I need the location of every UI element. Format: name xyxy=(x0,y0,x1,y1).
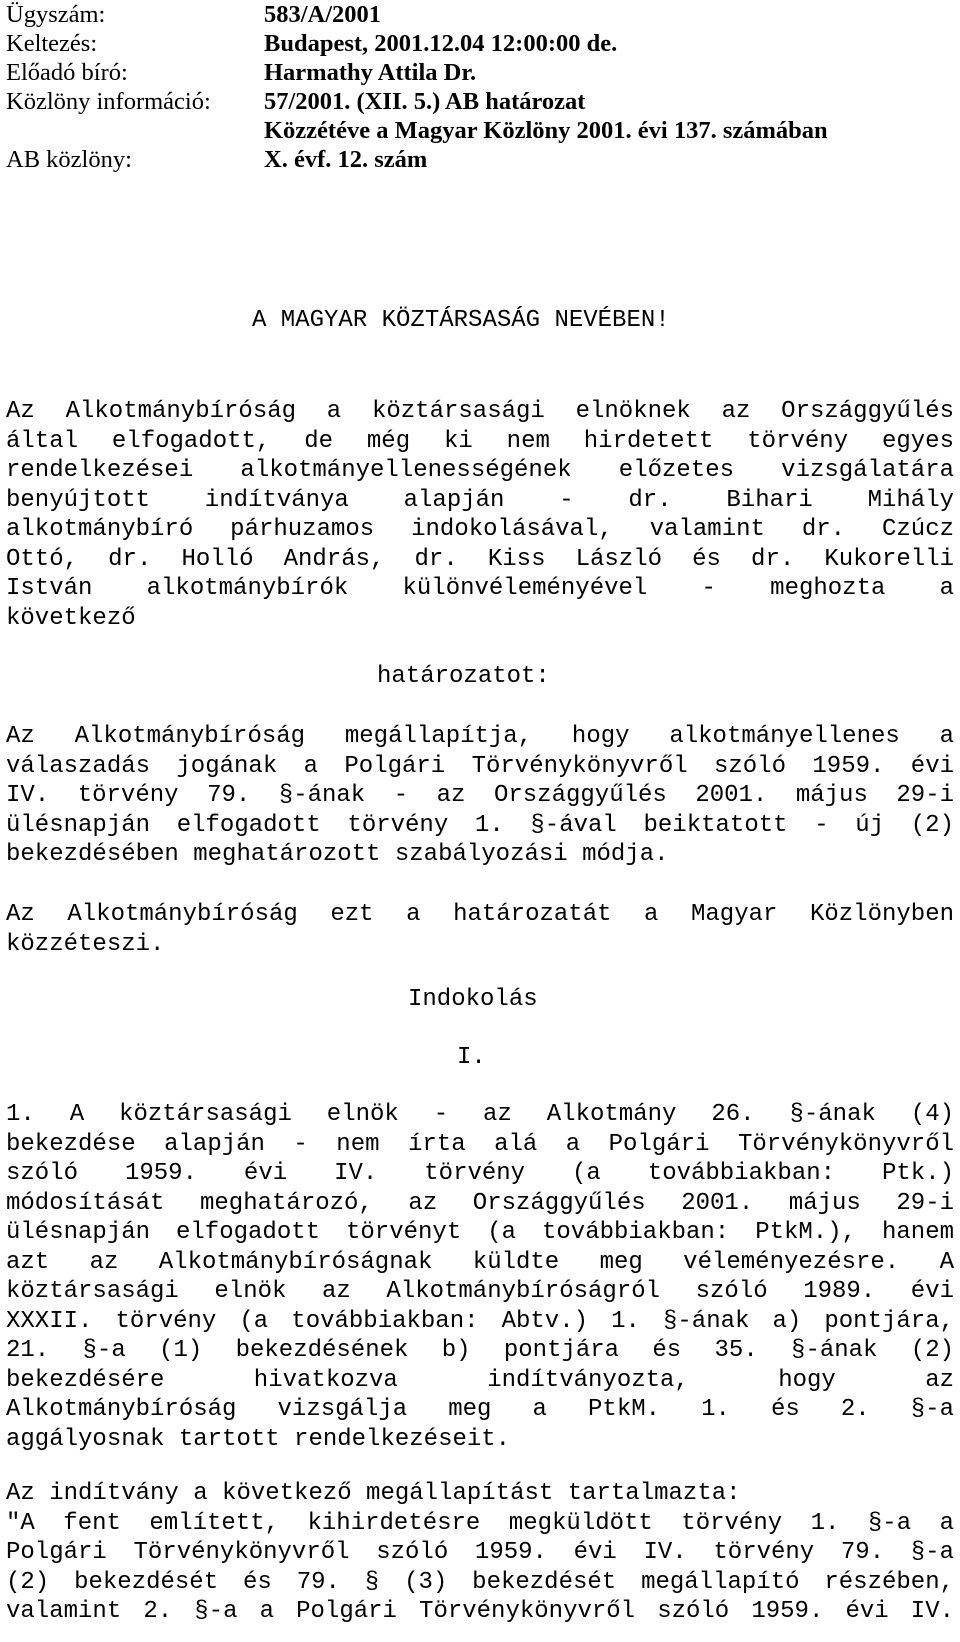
reasoning-heading: Indokolás xyxy=(408,986,538,1013)
intro-line: által elfogadott, de még ki nem hirdetett törvény egyes xyxy=(6,427,954,455)
publication-paragraph xyxy=(6,900,954,959)
document-title: A MAGYAR KÖZTÁRSASÁG NEVÉBEN! xyxy=(252,307,670,334)
intro-line: István alkotmánybírók különvéleményével - meghozta a xyxy=(6,575,954,602)
publication-line: közzéteszi. xyxy=(6,930,165,958)
case-number-label: Ügyszám: xyxy=(6,1,106,28)
intro-line: Az Alkotmánybíróság a köztársasági elnöknek az Országgyűlés xyxy=(6,398,954,425)
ab-gazette-label: AB közlöny: xyxy=(6,146,132,173)
reasoning-line: Az indítvány a következő megállapítást tartalmazta: xyxy=(6,1480,741,1507)
reasoning-line: 1. A köztársasági elnök - az Alkotmány 26. §-ának (4) xyxy=(6,1101,954,1128)
gazette-info-value: 57/2001. (XII. 5.) AB határozat xyxy=(264,88,586,115)
reasoning-line: köztársasági elnök az Alkotmánybíróságról szóló 1989. évi xyxy=(6,1278,954,1305)
reasoning-line: Polgári Törvénykönyvről szóló 1959. évi IV. törvény 79. §-a xyxy=(6,1539,954,1566)
date-label: Keltezés: xyxy=(6,30,98,57)
gazette-info-label: Közlöny információ: xyxy=(6,88,211,115)
ruling-line: Az Alkotmánybíróság megállapítja, hogy alkotmányellenes a xyxy=(6,723,954,750)
reasoning-line: aggályosnak tartott rendelkezéseit. xyxy=(6,1425,511,1453)
gazette-publication-value: Közzétéve a Magyar Közlöny 2001. évi 137. számában xyxy=(264,117,828,144)
reasoning-line: Alkotmánybíróság vizsgálja meg a PtkM. 1. és 2. §-a xyxy=(6,1396,954,1423)
reasoning-line: bekezdése alapján - nem írta alá a Polgári Törvénykönyvről xyxy=(6,1130,954,1158)
ruling-line: bekezdésében meghatározott szabályozási módja. xyxy=(6,841,669,868)
reasoning-line: ülésnapján elfogadott törvényt (a továbbiakban: PtkM.), hanem xyxy=(6,1219,954,1246)
publication-line: Az Alkotmánybíróság ezt a határozatát a Magyar Közlönyben xyxy=(6,901,954,928)
reasoning-line: módosítását meghatározó, az Országgyűlés 2001. május 29-i xyxy=(6,1189,954,1217)
intro-line: következő xyxy=(6,604,136,632)
intro-line: alkotmánybíró párhuzamos indokolásával, valamint dr. Czúcz xyxy=(6,516,954,543)
intro-line: rendelkezései alkotmányellenességének előzetes vizsgálatára xyxy=(6,457,954,484)
reasoning-line: bekezdésére hivatkozva indítványozta, hogy az xyxy=(6,1366,954,1394)
reasoning-line: szóló 1959. évi IV. törvény (a továbbiakban: Ptk.) xyxy=(6,1160,954,1187)
date-value: Budapest, 2001.12.04 12:00:00 de. xyxy=(264,30,618,57)
ab-gazette-value: X. évf. 12. szám xyxy=(264,146,428,173)
intro-line: benyújtott indítványa alapján - dr. Bihari Mihály xyxy=(6,486,954,514)
reasoning-line: 21. §-a (1) bekezdésének b) pontjára és 35. §-ának (2) xyxy=(6,1337,954,1364)
ruling-line: válaszadás jogának a Polgári Törvénykönyvről szóló 1959. évi xyxy=(6,752,954,780)
reasoning-paragraph-2 xyxy=(6,1479,954,1627)
intro-paragraph xyxy=(6,397,954,633)
reasoning-line: valamint 2. §-a a Polgári Törvénykönyvről szóló 1959. évi IV. xyxy=(6,1598,954,1625)
intro-line: Ottó, dr. Holló András, dr. Kiss László és dr. Kukorelli xyxy=(6,545,954,573)
case-number-value: 583/A/2001 xyxy=(264,1,382,28)
reasoning-line: "A fent említett, kihirdetésre megküldött törvény 1. §-a a xyxy=(6,1509,954,1537)
reasoning-line: azt az Alkotmánybíróságnak küldte meg véleményezésre. A xyxy=(6,1248,954,1276)
rapporteur-value: Harmathy Attila Dr. xyxy=(264,59,477,86)
ruling-line: ülésnapján elfogadott törvény 1. §-ával beiktatott - új (2) xyxy=(6,811,954,839)
reasoning-paragraph-1 xyxy=(6,1100,954,1454)
reasoning-line: (2) bekezdését és 79. § (3) bekezdését megállapító részében, xyxy=(6,1568,954,1596)
section-number: I. xyxy=(457,1044,486,1071)
ruling-heading: határozatot: xyxy=(377,663,550,690)
rapporteur-label: Előadó bíró: xyxy=(6,59,128,86)
ruling-paragraph xyxy=(6,722,954,870)
ruling-line: IV. törvény 79. §-ának - az Országgyűlés 2001. május 29-i xyxy=(6,782,954,809)
reasoning-line: XXXII. törvény (a továbbiakban: Abtv.) 1. §-ának a) pontjára, xyxy=(6,1307,954,1335)
